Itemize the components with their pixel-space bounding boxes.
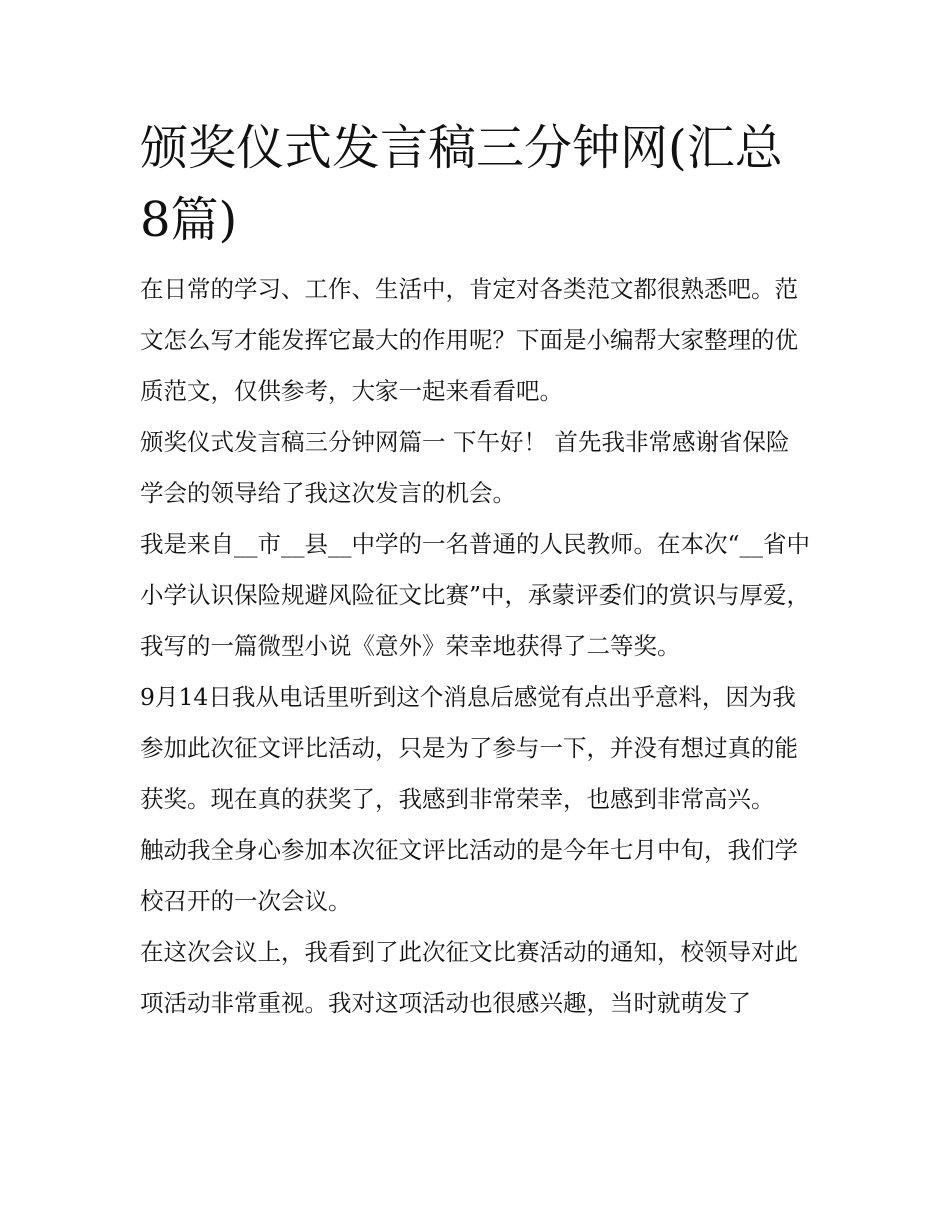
paragraph-news: 9月14日我从电话里听到这个消息后感觉有点出乎意料，因为我参加此次征文评比活动，只是为了参与一下，并没有想过真的能获奖。现在真的获奖了，我感到非常荣幸，也感到非常高兴。 <box>140 683 798 813</box>
paragraph-motivation: 触动我全身心参加本次征文评比活动的是今年七月中旬，我们学校召开的一次会议。 <box>140 836 798 915</box>
document-body <box>140 264 812 1029</box>
paragraph-greeting: 颁奖仪式发言稿三分钟网篇一 下午好！ 首先我非常感谢省保险学会的领导给了我这次发言的机会。 <box>140 428 790 507</box>
paragraph-introduction: 我是来自__市__县__中学的一名普通的人民教师。在本次“__省中小学认识保险规避风险征文比赛”中，承蒙评委们的赏识与厚爱，我写的一篇微型小说《意外》荣幸地获得了二等奖。 <box>140 530 811 660</box>
document-page <box>140 112 812 1029</box>
paragraph-intro: 在日常的学习、工作、生活中，肯定对各类范文都很熟悉吧。范文怎么写才能发挥它最大的作用呢？下面是小编帮大家整理的优质范文，仅供参考，大家一起来看看吧。 <box>140 275 798 405</box>
paragraph-meeting: 在这次会议上，我看到了此次征文比赛活动的通知，校领导对此项活动非常重视。我对这项活动也很感兴趣，当时就萌发了 <box>140 938 798 1017</box>
document-title: 颁奖仪式发言稿三分钟网(汇总8篇) <box>140 120 783 248</box>
